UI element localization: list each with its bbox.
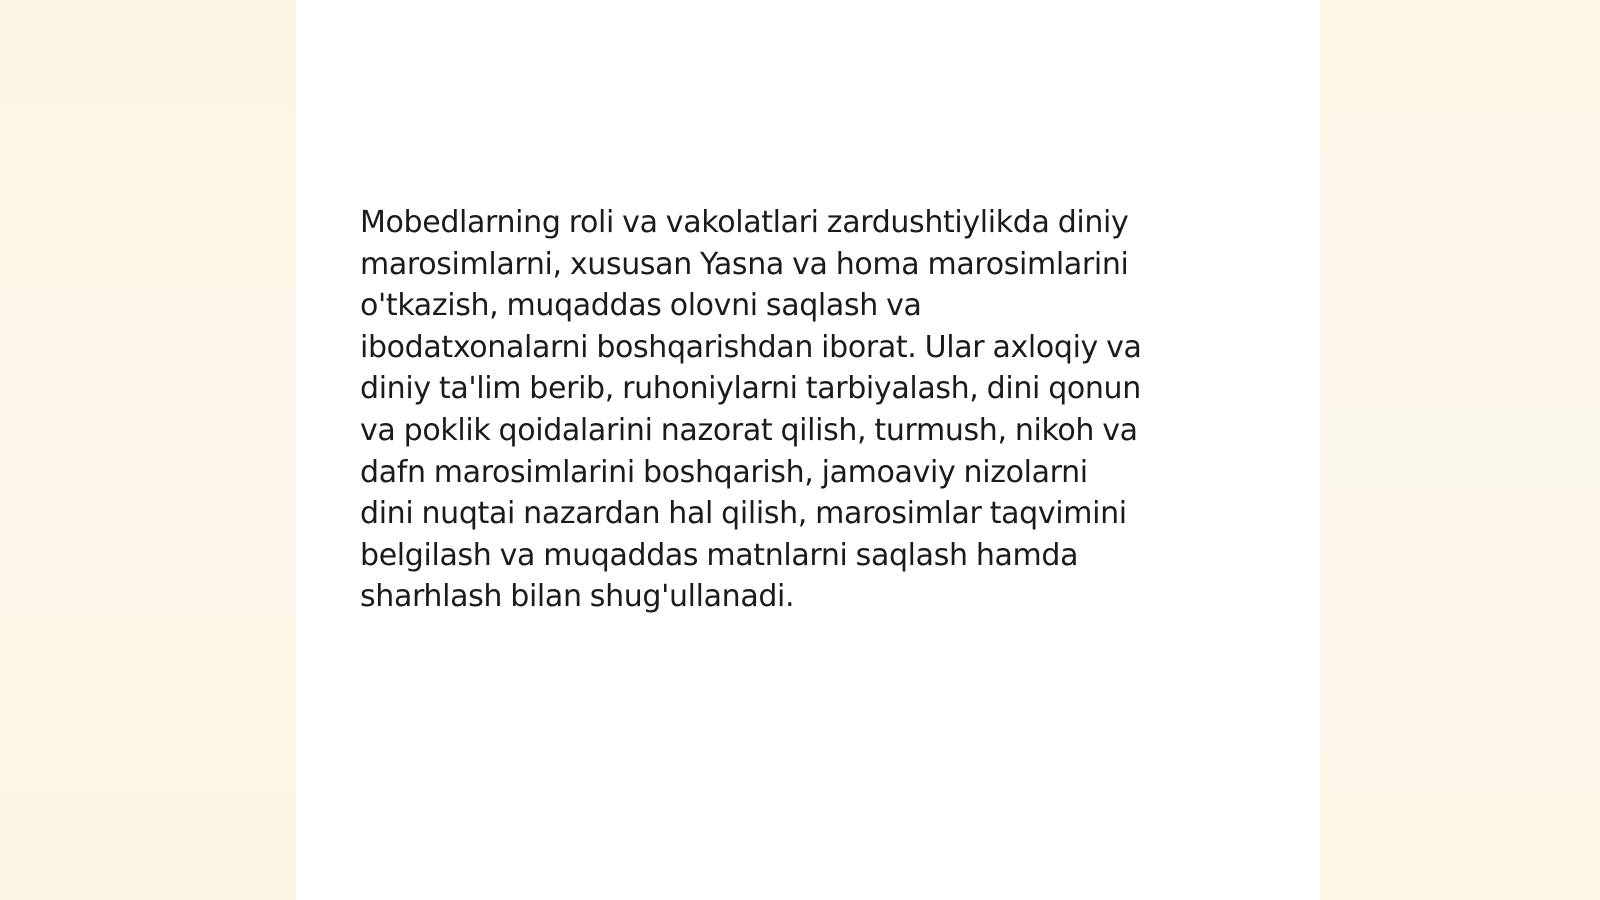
- body-paragraph: [360, 202, 1260, 618]
- paragraph-line: va poklik qoidalarini nazorat qilish, turmush, nikoh va: [360, 412, 1138, 448]
- paragraph-line: belgilash va muqaddas matnlarni saqlash hamda: [360, 537, 1079, 573]
- paragraph-line: sharhlash bilan shug'ullanadi.: [360, 579, 795, 615]
- paragraph-line: diniy ta'lim berib, ruhoniylarni tarbiyalash, dini qonun: [360, 371, 1141, 407]
- paragraph-line: o'tkazish, muqaddas olovni saqlash va: [360, 288, 922, 324]
- left-margin-background: [0, 0, 296, 900]
- paragraph-line: Mobedlarning roli va vakolatlari zardushtiylikda diniy: [360, 205, 1129, 240]
- paragraph-line: ibodatxonalarni boshqarishdan iborat. Ular axloqiy va: [360, 329, 1142, 365]
- paragraph-line: dafn marosimlarini boshqarish, jamoaviy nizolarni: [360, 454, 1088, 490]
- paragraph-line: marosimlarni, xususan Yasna va homa marosimlarini: [360, 246, 1129, 282]
- paragraph-line: dini nuqtai nazardan hal qilish, marosimlar taqvimini: [360, 496, 1127, 532]
- document-page: [296, 0, 1320, 900]
- right-margin-background: [1320, 0, 1600, 900]
